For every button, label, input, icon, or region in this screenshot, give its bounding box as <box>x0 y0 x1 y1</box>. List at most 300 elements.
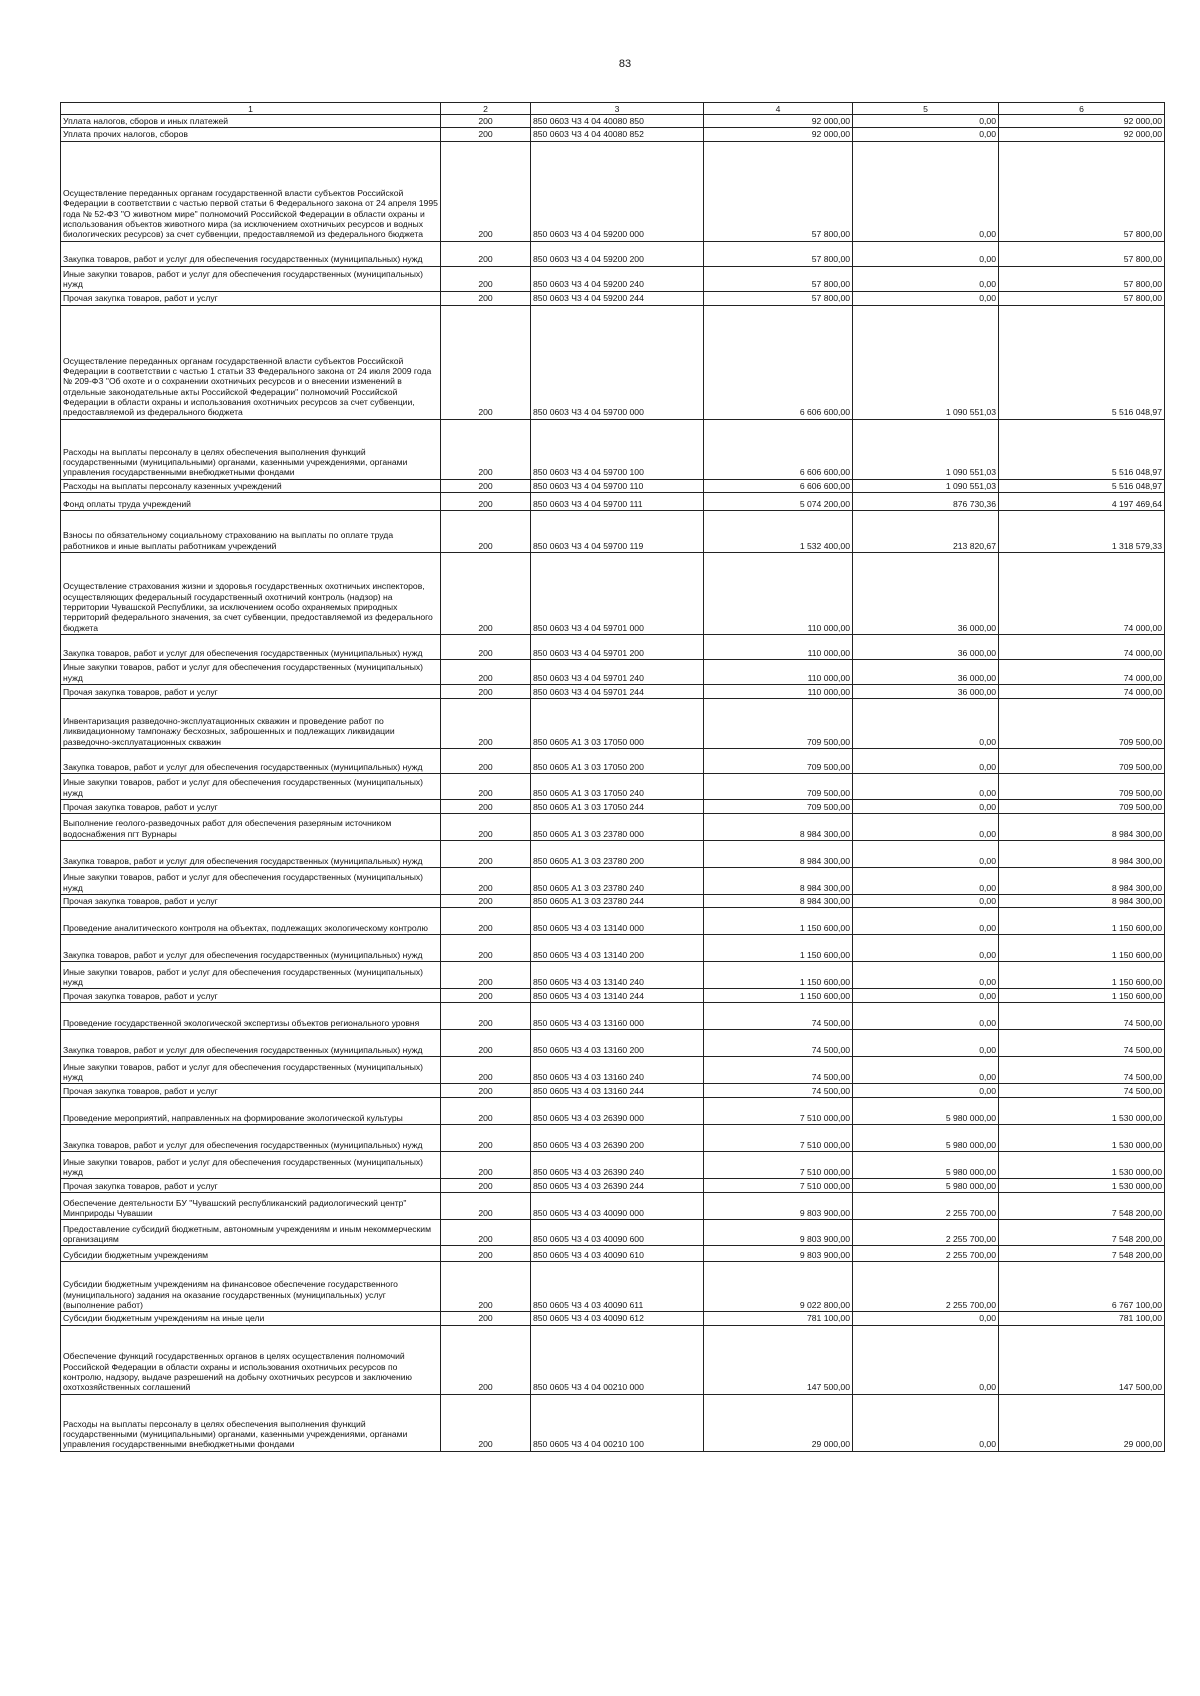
row-description: Субсидии бюджетным учреждениям на иные цели <box>61 1312 441 1325</box>
row-executed-amount: 0,00 <box>853 141 999 241</box>
row-description: Закупка товаров, работ и услуг для обеспечения государственных (муниципальных) нужд <box>61 1125 441 1152</box>
table-row <box>61 908 1165 935</box>
row-description: Прочая закупка товаров, работ и услуг <box>61 684 441 698</box>
row-executed-amount: 0,00 <box>853 241 999 266</box>
row-approved-amount: 709 500,00 <box>704 799 853 813</box>
row-description: Иные закупки товаров, работ и услуг для обеспечения государственных (муниципальных) нужд <box>61 266 441 291</box>
row-unexecuted-amount: 1 150 600,00 <box>999 989 1165 1003</box>
row-unexecuted-amount: 74 000,00 <box>999 552 1165 634</box>
row-approved-amount: 57 800,00 <box>704 141 853 241</box>
table-row <box>61 1312 1165 1325</box>
row-description: Иные закупки товаров, работ и услуг для обеспечения государственных (муниципальных) нужд <box>61 1152 441 1179</box>
row-description: Проведение аналитического контроля на объектах, подлежащих экологическому контролю <box>61 908 441 935</box>
row-line-code: 200 <box>441 962 531 989</box>
table-row <box>61 773 1165 799</box>
row-unexecuted-amount: 57 800,00 <box>999 241 1165 266</box>
header-col-1: 1 <box>61 103 441 115</box>
row-line-code: 200 <box>441 1262 531 1312</box>
row-unexecuted-amount: 8 984 300,00 <box>999 813 1165 840</box>
table-header <box>61 103 1165 115</box>
row-budget-classification: 850 0605 Ч3 4 03 13140 200 <box>531 935 704 962</box>
table-row <box>61 989 1165 1003</box>
row-budget-classification: 850 0605 А1 3 03 17050 240 <box>531 773 704 799</box>
table-row <box>61 840 1165 867</box>
row-approved-amount: 57 800,00 <box>704 241 853 266</box>
row-approved-amount: 57 800,00 <box>704 291 853 305</box>
row-approved-amount: 5 074 200,00 <box>704 492 853 510</box>
row-line-code: 200 <box>441 867 531 894</box>
row-description: Прочая закупка товаров, работ и услуг <box>61 799 441 813</box>
row-approved-amount: 6 606 600,00 <box>704 305 853 419</box>
table-row <box>61 748 1165 773</box>
row-budget-classification: 850 0605 А1 3 03 23780 244 <box>531 894 704 907</box>
row-approved-amount: 8 984 300,00 <box>704 894 853 907</box>
row-description: Прочая закупка товаров, работ и услуг <box>61 1179 441 1193</box>
row-unexecuted-amount: 1 530 000,00 <box>999 1152 1165 1179</box>
table-row <box>61 266 1165 291</box>
row-line-code: 200 <box>441 908 531 935</box>
row-unexecuted-amount: 74 000,00 <box>999 684 1165 698</box>
row-approved-amount: 74 500,00 <box>704 1003 853 1030</box>
row-executed-amount: 0,00 <box>853 748 999 773</box>
row-executed-amount: 5 980 000,00 <box>853 1125 999 1152</box>
row-budget-classification: 850 0605 А1 3 03 23780 240 <box>531 867 704 894</box>
row-description: Уплата прочих налогов, сборов <box>61 128 441 141</box>
row-budget-classification: 850 0603 Ч3 4 04 59700 111 <box>531 492 704 510</box>
row-unexecuted-amount: 74 000,00 <box>999 634 1165 659</box>
row-executed-amount: 2 255 700,00 <box>853 1193 999 1220</box>
row-approved-amount: 9 022 800,00 <box>704 1262 853 1312</box>
row-executed-amount: 0,00 <box>853 799 999 813</box>
table-row <box>61 1394 1165 1451</box>
row-approved-amount: 92 000,00 <box>704 128 853 141</box>
row-executed-amount: 36 000,00 <box>853 659 999 684</box>
row-budget-classification: 850 0603 Ч3 4 04 59701 000 <box>531 552 704 634</box>
row-budget-classification: 850 0605 Ч3 4 03 13160 200 <box>531 1030 704 1057</box>
row-unexecuted-amount: 709 500,00 <box>999 748 1165 773</box>
row-budget-classification: 850 0605 Ч3 4 03 13140 000 <box>531 908 704 935</box>
row-line-code: 200 <box>441 989 531 1003</box>
row-budget-classification: 850 0605 Ч3 4 03 40090 610 <box>531 1246 704 1262</box>
row-line-code: 200 <box>441 935 531 962</box>
row-approved-amount: 6 606 600,00 <box>704 479 853 492</box>
row-approved-amount: 8 984 300,00 <box>704 813 853 840</box>
table-row <box>61 141 1165 241</box>
row-budget-classification: 850 0603 Ч3 4 04 59200 244 <box>531 291 704 305</box>
row-approved-amount: 8 984 300,00 <box>704 840 853 867</box>
row-executed-amount: 2 255 700,00 <box>853 1246 999 1262</box>
table-row <box>61 241 1165 266</box>
row-budget-classification: 850 0605 Ч3 4 03 40090 611 <box>531 1262 704 1312</box>
row-description: Иные закупки товаров, работ и услуг для обеспечения государственных (муниципальных) нужд <box>61 659 441 684</box>
row-executed-amount: 0,00 <box>853 813 999 840</box>
row-line-code: 200 <box>441 1193 531 1220</box>
row-executed-amount: 0,00 <box>853 840 999 867</box>
row-executed-amount: 0,00 <box>853 908 999 935</box>
row-description: Обеспечение функций государственных органов в целях осуществления полномочий Российской Федерации в области охраны и использования охотничьих ресурсов по контролю, надзору, выдаче разрешений на добычу охотничьих ресурсов и заключению охотхозяйственных соглашений <box>61 1325 441 1394</box>
row-line-code: 200 <box>441 1179 531 1193</box>
row-executed-amount: 0,00 <box>853 1325 999 1394</box>
table-row <box>61 962 1165 989</box>
row-line-code: 200 <box>441 1030 531 1057</box>
row-unexecuted-amount: 7 548 200,00 <box>999 1220 1165 1246</box>
row-budget-classification: 850 0603 Ч3 4 04 59700 119 <box>531 510 704 552</box>
row-approved-amount: 7 510 000,00 <box>704 1098 853 1125</box>
row-budget-classification: 850 0603 Ч3 4 04 59700 100 <box>531 419 704 479</box>
row-description: Субсидии бюджетным учреждениям <box>61 1246 441 1262</box>
table-row <box>61 1125 1165 1152</box>
table-row <box>61 1084 1165 1098</box>
row-approved-amount: 709 500,00 <box>704 773 853 799</box>
row-description: Инвентаризация разведочно-эксплуатационных скважин и проведение работ по ликвидационному тампонажу бесхозных, заброшенных и подлежащих ликвидации разведочно-эксплуатационных скважин <box>61 698 441 748</box>
row-budget-classification: 850 0605 Ч3 4 04 00210 000 <box>531 1325 704 1394</box>
row-executed-amount: 36 000,00 <box>853 552 999 634</box>
row-description: Предоставление субсидий бюджетным, автономным учреждениям и иным некоммерческим организациям <box>61 1220 441 1246</box>
row-budget-classification: 850 0605 Ч3 4 03 13160 000 <box>531 1003 704 1030</box>
table-row <box>61 419 1165 479</box>
table-row <box>61 115 1165 128</box>
row-approved-amount: 110 000,00 <box>704 659 853 684</box>
header-col-3: 3 <box>531 103 704 115</box>
row-executed-amount: 36 000,00 <box>853 684 999 698</box>
row-budget-classification: 850 0603 Ч3 4 04 59701 200 <box>531 634 704 659</box>
row-unexecuted-amount: 92 000,00 <box>999 128 1165 141</box>
row-line-code: 200 <box>441 291 531 305</box>
row-approved-amount: 110 000,00 <box>704 552 853 634</box>
row-line-code: 200 <box>441 141 531 241</box>
table-row <box>61 698 1165 748</box>
row-line-code: 200 <box>441 748 531 773</box>
row-executed-amount: 0,00 <box>853 128 999 141</box>
row-approved-amount: 781 100,00 <box>704 1312 853 1325</box>
table-row <box>61 659 1165 684</box>
row-unexecuted-amount: 709 500,00 <box>999 773 1165 799</box>
row-line-code: 200 <box>441 510 531 552</box>
row-executed-amount: 0,00 <box>853 867 999 894</box>
row-description: Прочая закупка товаров, работ и услуг <box>61 894 441 907</box>
row-description: Прочая закупка товаров, работ и услуг <box>61 989 441 1003</box>
row-line-code: 200 <box>441 1057 531 1084</box>
row-unexecuted-amount: 74 500,00 <box>999 1003 1165 1030</box>
table-row <box>61 1098 1165 1125</box>
row-line-code: 200 <box>441 266 531 291</box>
row-line-code: 200 <box>441 479 531 492</box>
row-executed-amount: 0,00 <box>853 1312 999 1325</box>
row-budget-classification: 850 0605 Ч3 4 03 13140 240 <box>531 962 704 989</box>
row-description: Проведение мероприятий, направленных на формирование экологической культуры <box>61 1098 441 1125</box>
row-unexecuted-amount: 1 530 000,00 <box>999 1125 1165 1152</box>
row-line-code: 200 <box>441 813 531 840</box>
row-approved-amount: 6 606 600,00 <box>704 419 853 479</box>
row-line-code: 200 <box>441 1084 531 1098</box>
row-executed-amount: 876 730,36 <box>853 492 999 510</box>
row-description: Закупка товаров, работ и услуг для обеспечения государственных (муниципальных) нужд <box>61 840 441 867</box>
table-row <box>61 291 1165 305</box>
row-budget-classification: 850 0605 А1 3 03 17050 200 <box>531 748 704 773</box>
row-line-code: 200 <box>441 1394 531 1451</box>
row-unexecuted-amount: 1 530 000,00 <box>999 1179 1165 1193</box>
row-approved-amount: 1 150 600,00 <box>704 989 853 1003</box>
row-line-code: 200 <box>441 894 531 907</box>
row-description: Расходы на выплаты персоналу казенных учреждений <box>61 479 441 492</box>
table-row <box>61 799 1165 813</box>
row-description: Расходы на выплаты персоналу в целях обеспечения выполнения функций государственными (муниципальными) органами, казенными учреждениями, органами управления государственными внебюджетными фондами <box>61 1394 441 1451</box>
table-row <box>61 634 1165 659</box>
row-description: Иные закупки товаров, работ и услуг для обеспечения государственных (муниципальных) нужд <box>61 962 441 989</box>
row-approved-amount: 1 150 600,00 <box>704 935 853 962</box>
row-approved-amount: 7 510 000,00 <box>704 1179 853 1193</box>
table-body <box>61 115 1165 1452</box>
row-approved-amount: 92 000,00 <box>704 115 853 128</box>
table-row <box>61 894 1165 907</box>
row-executed-amount: 1 090 551,03 <box>853 479 999 492</box>
row-unexecuted-amount: 709 500,00 <box>999 799 1165 813</box>
row-budget-classification: 850 0605 Ч3 4 03 40090 612 <box>531 1312 704 1325</box>
row-unexecuted-amount: 8 984 300,00 <box>999 840 1165 867</box>
row-budget-classification: 850 0605 А1 3 03 17050 000 <box>531 698 704 748</box>
row-unexecuted-amount: 1 318 579,33 <box>999 510 1165 552</box>
row-unexecuted-amount: 1 150 600,00 <box>999 962 1165 989</box>
row-description: Субсидии бюджетным учреждениям на финансовое обеспечение государственного (муниципального) задания на оказание государственных (муниципальных) услуг (выполнение работ) <box>61 1262 441 1312</box>
row-line-code: 200 <box>441 1220 531 1246</box>
row-unexecuted-amount: 1 150 600,00 <box>999 908 1165 935</box>
row-executed-amount: 0,00 <box>853 266 999 291</box>
row-executed-amount: 213 820,67 <box>853 510 999 552</box>
row-line-code: 200 <box>441 128 531 141</box>
row-unexecuted-amount: 74 500,00 <box>999 1030 1165 1057</box>
row-executed-amount: 0,00 <box>853 115 999 128</box>
row-description: Закупка товаров, работ и услуг для обеспечения государственных (муниципальных) нужд <box>61 634 441 659</box>
row-budget-classification: 850 0603 Ч3 4 04 40080 852 <box>531 128 704 141</box>
table-row <box>61 305 1165 419</box>
header-row <box>61 103 1165 115</box>
table-row <box>61 1003 1165 1030</box>
page-number: 83 <box>618 58 632 70</box>
row-line-code: 200 <box>441 1312 531 1325</box>
header-col-6: 6 <box>999 103 1165 115</box>
row-executed-amount: 0,00 <box>853 698 999 748</box>
row-line-code: 200 <box>441 305 531 419</box>
row-executed-amount: 0,00 <box>853 291 999 305</box>
row-unexecuted-amount: 5 516 048,97 <box>999 419 1165 479</box>
row-executed-amount: 0,00 <box>853 1394 999 1451</box>
row-approved-amount: 147 500,00 <box>704 1325 853 1394</box>
row-description: Закупка товаров, работ и услуг для обеспечения государственных (муниципальных) нужд <box>61 935 441 962</box>
row-approved-amount: 74 500,00 <box>704 1057 853 1084</box>
row-unexecuted-amount: 92 000,00 <box>999 115 1165 128</box>
row-unexecuted-amount: 7 548 200,00 <box>999 1246 1165 1262</box>
row-executed-amount: 2 255 700,00 <box>853 1220 999 1246</box>
row-budget-classification: 850 0603 Ч3 4 04 59200 200 <box>531 241 704 266</box>
row-budget-classification: 850 0605 Ч3 4 03 26390 200 <box>531 1125 704 1152</box>
row-budget-classification: 850 0605 Ч3 4 03 26390 244 <box>531 1179 704 1193</box>
row-approved-amount: 8 984 300,00 <box>704 867 853 894</box>
row-description: Обеспечение деятельности БУ "Чувашский республиканский радиологический центр" Минприроды Чувашии <box>61 1193 441 1220</box>
row-budget-classification: 850 0605 А1 3 03 23780 200 <box>531 840 704 867</box>
row-description: Прочая закупка товаров, работ и услуг <box>61 1084 441 1098</box>
row-unexecuted-amount: 1 530 000,00 <box>999 1098 1165 1125</box>
row-unexecuted-amount: 781 100,00 <box>999 1312 1165 1325</box>
row-approved-amount: 1 150 600,00 <box>704 962 853 989</box>
row-unexecuted-amount: 74 000,00 <box>999 659 1165 684</box>
row-executed-amount: 0,00 <box>853 1084 999 1098</box>
table-row <box>61 1152 1165 1179</box>
row-description: Иные закупки товаров, работ и услуг для обеспечения государственных (муниципальных) нужд <box>61 773 441 799</box>
row-description: Взносы по обязательному социальному страхованию на выплаты по оплате труда работников и иные выплаты работникам учреждений <box>61 510 441 552</box>
row-line-code: 200 <box>441 840 531 867</box>
row-approved-amount: 7 510 000,00 <box>704 1152 853 1179</box>
row-line-code: 200 <box>441 241 531 266</box>
header-col-5: 5 <box>853 103 999 115</box>
row-description: Осуществление переданных органам государственной власти субъектов Российской Федерации в соответствии с частью 1 статьи 33 Федерального закона от 24 июля 2009 года № 209-ФЗ "Об охоте и о сохранении охотничьих ресурсов и о внесении изменений в отдельные законодательные акты Российской Федерации" полномочий Российской Федерации в области охраны и использования охотничьих ресурсов за счет субвенции, предоставляемой из федерального бюджета <box>61 305 441 419</box>
row-executed-amount: 0,00 <box>853 773 999 799</box>
row-approved-amount: 7 510 000,00 <box>704 1125 853 1152</box>
row-executed-amount: 0,00 <box>853 1057 999 1084</box>
row-approved-amount: 9 803 900,00 <box>704 1220 853 1246</box>
row-executed-amount: 5 980 000,00 <box>853 1098 999 1125</box>
row-approved-amount: 74 500,00 <box>704 1030 853 1057</box>
table-row <box>61 1057 1165 1084</box>
row-executed-amount: 0,00 <box>853 989 999 1003</box>
row-executed-amount: 5 980 000,00 <box>853 1152 999 1179</box>
row-approved-amount: 709 500,00 <box>704 698 853 748</box>
table-row <box>61 935 1165 962</box>
row-executed-amount: 2 255 700,00 <box>853 1262 999 1312</box>
table-row <box>61 1193 1165 1220</box>
row-line-code: 200 <box>441 1098 531 1125</box>
row-approved-amount: 29 000,00 <box>704 1394 853 1451</box>
row-description: Закупка товаров, работ и услуг для обеспечения государственных (муниципальных) нужд <box>61 1030 441 1057</box>
row-budget-classification: 850 0603 Ч3 4 04 59701 244 <box>531 684 704 698</box>
table-row <box>61 867 1165 894</box>
row-budget-classification: 850 0603 Ч3 4 04 59200 240 <box>531 266 704 291</box>
row-line-code: 200 <box>441 684 531 698</box>
header-col-4: 4 <box>704 103 853 115</box>
row-description: Фонд оплаты труда учреждений <box>61 492 441 510</box>
row-description: Закупка товаров, работ и услуг для обеспечения государственных (муниципальных) нужд <box>61 241 441 266</box>
row-description: Уплата налогов, сборов и иных платежей <box>61 115 441 128</box>
row-executed-amount: 5 980 000,00 <box>853 1179 999 1193</box>
row-unexecuted-amount: 8 984 300,00 <box>999 894 1165 907</box>
row-budget-classification: 850 0603 Ч3 4 04 59200 000 <box>531 141 704 241</box>
row-executed-amount: 0,00 <box>853 1030 999 1057</box>
row-executed-amount: 0,00 <box>853 935 999 962</box>
row-unexecuted-amount: 6 767 100,00 <box>999 1262 1165 1312</box>
row-line-code: 200 <box>441 634 531 659</box>
row-unexecuted-amount: 57 800,00 <box>999 291 1165 305</box>
row-unexecuted-amount: 7 548 200,00 <box>999 1193 1165 1220</box>
row-budget-classification: 850 0605 А1 3 03 17050 244 <box>531 799 704 813</box>
row-line-code: 200 <box>441 773 531 799</box>
table-row <box>61 510 1165 552</box>
row-description: Выполнение геолого-разведочных работ для обеспечения разеряным источником водоснабжения пгт Вурнары <box>61 813 441 840</box>
row-unexecuted-amount: 57 800,00 <box>999 266 1165 291</box>
table-row <box>61 1262 1165 1312</box>
row-budget-classification: 850 0605 Ч3 4 04 00210 100 <box>531 1394 704 1451</box>
row-unexecuted-amount: 8 984 300,00 <box>999 867 1165 894</box>
row-executed-amount: 36 000,00 <box>853 634 999 659</box>
row-line-code: 200 <box>441 799 531 813</box>
row-approved-amount: 1 150 600,00 <box>704 908 853 935</box>
header-col-2: 2 <box>441 103 531 115</box>
row-approved-amount: 709 500,00 <box>704 748 853 773</box>
row-line-code: 200 <box>441 1152 531 1179</box>
budget-execution-table <box>60 102 1165 1452</box>
row-line-code: 200 <box>441 1325 531 1394</box>
row-executed-amount: 0,00 <box>853 962 999 989</box>
row-executed-amount: 1 090 551,03 <box>853 305 999 419</box>
row-budget-classification: 850 0605 Ч3 4 03 13160 240 <box>531 1057 704 1084</box>
row-unexecuted-amount: 5 516 048,97 <box>999 479 1165 492</box>
row-unexecuted-amount: 74 500,00 <box>999 1057 1165 1084</box>
table-row <box>61 684 1165 698</box>
row-description: Расходы на выплаты персоналу в целях обеспечения выполнения функций государственными (муниципальными) органами, казенными учреждениями, органами управления государственными внебюджетными фондами <box>61 419 441 479</box>
row-approved-amount: 9 803 900,00 <box>704 1246 853 1262</box>
row-budget-classification: 850 0605 Ч3 4 03 40090 000 <box>531 1193 704 1220</box>
row-approved-amount: 57 800,00 <box>704 266 853 291</box>
row-description: Осуществление страхования жизни и здоровья государственных охотничьих инспекторов, осуществляющих федеральный государственный охотничий контроль (надзор) на территории Чувашской Республики, за исключением особо охраняемых природных территорий федерального значения, за счет субвенции, предоставляемой из федерального бюджета <box>61 552 441 634</box>
row-budget-classification: 850 0603 Ч3 4 04 59700 110 <box>531 479 704 492</box>
row-unexecuted-amount: 4 197 469,64 <box>999 492 1165 510</box>
row-description: Прочая закупка товаров, работ и услуг <box>61 291 441 305</box>
row-unexecuted-amount: 57 800,00 <box>999 141 1165 241</box>
row-unexecuted-amount: 709 500,00 <box>999 698 1165 748</box>
row-approved-amount: 110 000,00 <box>704 684 853 698</box>
row-line-code: 200 <box>441 659 531 684</box>
row-line-code: 200 <box>441 492 531 510</box>
row-unexecuted-amount: 1 150 600,00 <box>999 935 1165 962</box>
row-description: Закупка товаров, работ и услуг для обеспечения государственных (муниципальных) нужд <box>61 748 441 773</box>
row-budget-classification: 850 0605 А1 3 03 23780 000 <box>531 813 704 840</box>
row-description: Проведение государственной экологической экспертизы объектов регионального уровня <box>61 1003 441 1030</box>
table-row <box>61 1325 1165 1394</box>
row-executed-amount: 0,00 <box>853 1003 999 1030</box>
row-line-code: 200 <box>441 115 531 128</box>
row-line-code: 200 <box>441 552 531 634</box>
table-row <box>61 552 1165 634</box>
row-budget-classification: 850 0603 Ч3 4 04 40080 850 <box>531 115 704 128</box>
row-approved-amount: 74 500,00 <box>704 1084 853 1098</box>
row-line-code: 200 <box>441 1125 531 1152</box>
row-line-code: 200 <box>441 698 531 748</box>
row-unexecuted-amount: 147 500,00 <box>999 1325 1165 1394</box>
row-budget-classification: 850 0603 Ч3 4 04 59701 240 <box>531 659 704 684</box>
row-line-code: 200 <box>441 1246 531 1262</box>
row-unexecuted-amount: 29 000,00 <box>999 1394 1165 1451</box>
table-row <box>61 479 1165 492</box>
row-approved-amount: 9 803 900,00 <box>704 1193 853 1220</box>
row-approved-amount: 110 000,00 <box>704 634 853 659</box>
row-budget-classification: 850 0605 Ч3 4 03 13160 244 <box>531 1084 704 1098</box>
table-row <box>61 1030 1165 1057</box>
table-row <box>61 1220 1165 1246</box>
row-budget-classification: 850 0605 Ч3 4 03 26390 000 <box>531 1098 704 1125</box>
table-row <box>61 128 1165 141</box>
row-line-code: 200 <box>441 419 531 479</box>
row-budget-classification: 850 0603 Ч3 4 04 59700 000 <box>531 305 704 419</box>
row-unexecuted-amount: 5 516 048,97 <box>999 305 1165 419</box>
row-executed-amount: 0,00 <box>853 894 999 907</box>
table-row <box>61 1179 1165 1193</box>
row-executed-amount: 1 090 551,03 <box>853 419 999 479</box>
table-row <box>61 492 1165 510</box>
row-unexecuted-amount: 74 500,00 <box>999 1084 1165 1098</box>
table-row <box>61 1246 1165 1262</box>
row-line-code: 200 <box>441 1003 531 1030</box>
row-budget-classification: 850 0605 Ч3 4 03 13140 244 <box>531 989 704 1003</box>
row-description: Иные закупки товаров, работ и услуг для обеспечения государственных (муниципальных) нужд <box>61 867 441 894</box>
row-description: Осуществление переданных органам государственной власти субъектов Российской Федерации в соответствии с частью первой статьи 6 Федерального закона от 24 апреля 1995 года № 52-ФЗ "О животном мире" полномочий Российской Федерации в области охраны и использования объектов животного мира (за исключением охотничьих ресурсов и водных биологических ресурсов) за счет субвенции, предоставляемой из федерального бюджета <box>61 141 441 241</box>
